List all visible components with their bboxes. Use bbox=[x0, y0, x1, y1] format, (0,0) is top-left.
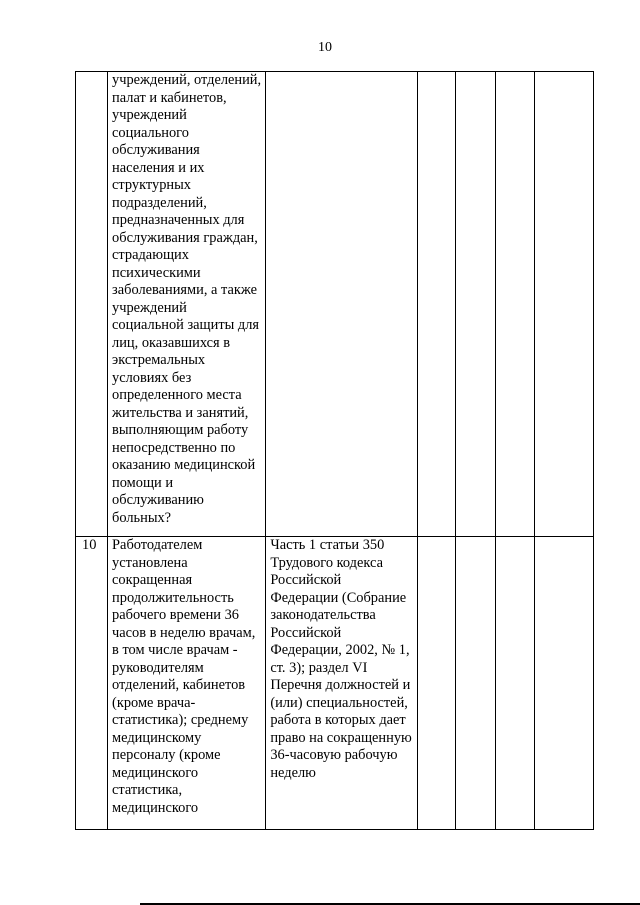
question-cell: Работодателем установлена сокращенная продолжительность рабочего времени 36 часов в неделю врачам, в том числе врачам - руководителям отделений, кабинетов (кроме врача-статистика); среднему медицинскому персоналу (кроме медицинского статистика, медицинского bbox=[108, 537, 266, 830]
answer-yes-cell bbox=[417, 537, 455, 830]
reference-cell bbox=[266, 72, 417, 537]
table-row bbox=[76, 537, 594, 830]
row-number-cell bbox=[76, 72, 108, 537]
page-number: 10 bbox=[318, 40, 332, 55]
answer-not-applicable-cell bbox=[495, 72, 534, 537]
notes-cell bbox=[534, 72, 593, 537]
reference-cell: Часть 1 статьи 350 Трудового кодекса Российской Федерации (Собрание законодательства Российской Федерации, 2002, № 1, ст. 3); раздел VI Перечня должностей и (или) специальностей, работа в которых дает право на сокращенную 36-часовую рабочую неделю bbox=[266, 537, 417, 830]
row-number-cell: 10 bbox=[76, 537, 108, 830]
answer-not-applicable-cell bbox=[495, 537, 534, 830]
answer-no-cell bbox=[455, 72, 495, 537]
checklist-table bbox=[75, 71, 594, 830]
answer-yes-cell bbox=[417, 72, 455, 537]
question-cell: учреждений, отделений, палат и кабинетов, учреждений социального обслуживания населения и их структурных подразделений, предназначенных для обслуживания граждан, страдающих психическими заболеваниями, а также учреждений социальной защиты для лиц, оказавшихся в экстремальных условиях без определенного места жительства и занятий, выполняющим работу непосредственно по оказанию медицинской помощи и обслуживанию больных? bbox=[108, 72, 266, 537]
table-row bbox=[76, 72, 594, 537]
answer-no-cell bbox=[455, 537, 495, 830]
notes-cell bbox=[534, 537, 593, 830]
